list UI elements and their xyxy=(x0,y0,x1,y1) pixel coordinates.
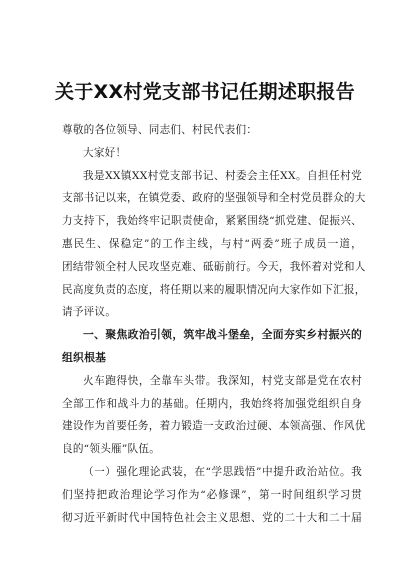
paragraph-line: 请予评议。 xyxy=(62,306,117,319)
report-title: 关于XX村党支部书记任期述职报告 xyxy=(54,81,356,103)
report-body xyxy=(62,119,366,529)
greeting: 大家好！ xyxy=(83,146,127,159)
paragraph-line: 建设作为首要任务，着力锻造一支政治过硬、本领高强、作风优 xyxy=(62,420,366,433)
section-paragraph xyxy=(62,370,366,461)
paragraph-line: 民高度负责的态度，将任期以来的履职情况向大家作如下汇报， xyxy=(62,283,366,296)
heading-line: 一、聚焦政治引领，筑牢战斗堡垒，全面夯实乡村振兴的 xyxy=(83,328,362,342)
paragraph-line: 良的“领头雁”队伍。 xyxy=(62,443,161,456)
subsection-paragraph xyxy=(62,461,362,529)
paragraph-line: 全部工作和战斗力的基础。任期内，我始终将加强党组织自身 xyxy=(62,397,362,410)
paragraph-line: 团结带领全村人民攻坚克难、砥砺前行。今天，我怀着对党和人 xyxy=(62,260,366,273)
salutation: 尊敬的各位领导、同志们、村民代表们： xyxy=(62,124,258,136)
paragraph-line: 火车跑得快，全靠车头带。我深知，村党支部是党在农村 xyxy=(83,374,362,387)
paragraph-line: 支部书记以来，在镇党委、政府的坚强领导和全村党员群众的大 xyxy=(62,192,366,205)
paragraph-line: 我是XX镇XX村党支部书记、村委会主任XX。自担任村党 xyxy=(83,169,362,182)
paragraph-line: 彻习近平新时代中国特色社会主义思想、党的二十大和二十届 xyxy=(62,511,362,524)
paragraph-line: （一）强化理论武装，在“学思践悟”中提升政治站位。我 xyxy=(83,465,362,478)
intro-paragraph xyxy=(62,165,366,325)
paragraph-line: 们坚持把政治理论学习作为“必修课”，第一时间组织学习贯 xyxy=(62,488,362,501)
paragraph-line: 惠民生、保稳定”的工作主线，与村“两委”班子成员一道， xyxy=(62,237,362,250)
section-heading xyxy=(62,324,362,370)
heading-line: 组织根基 xyxy=(62,350,107,364)
paragraph-line: 力支持下，我始终牢记职责使命，紧紧围绕“抓党建、促振兴、 xyxy=(62,215,362,228)
